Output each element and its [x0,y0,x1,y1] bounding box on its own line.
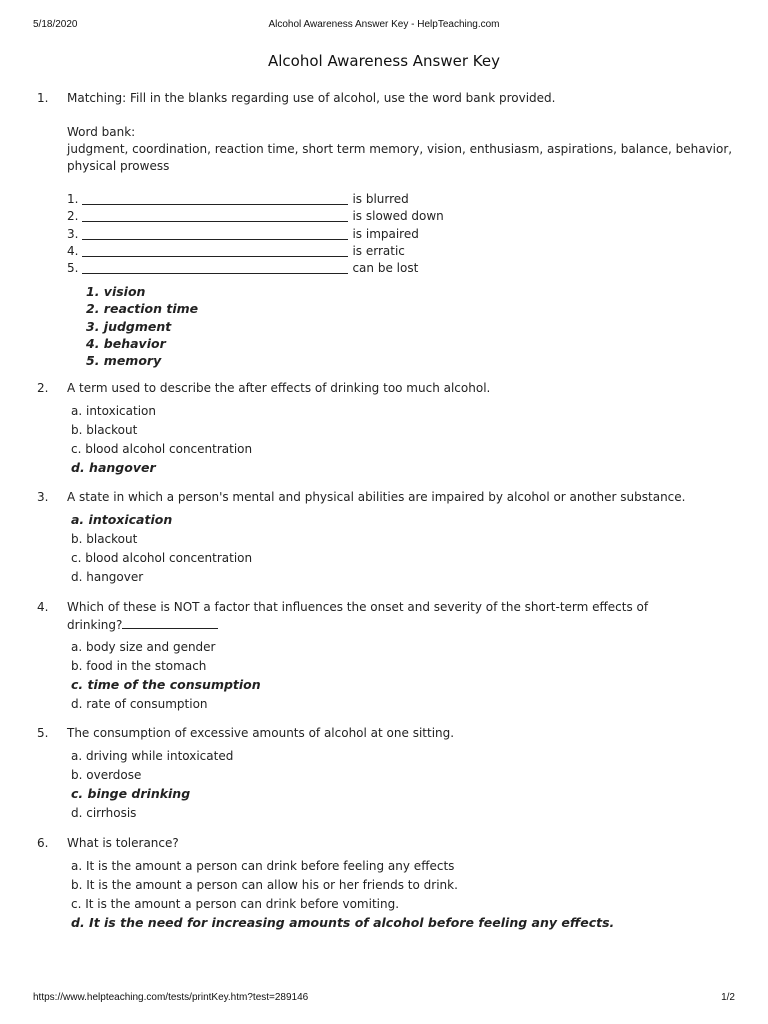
footer-url: https://www.helpteaching.com/tests/printKey.htm?test=289146 [33,992,309,1003]
blank-line [82,192,348,205]
answer-item: 3. judgment [86,318,172,334]
question-6 [37,835,737,852]
option-item: a. driving while intoxicated [71,749,234,763]
option-item: b. It is the amount a person can allow his or her friends to drink. [71,878,458,892]
document-title: Alcohol Awareness Answer Key [268,52,500,70]
question-prompt [67,599,737,634]
question-prompt-line [67,616,737,634]
option-item: d. cirrhosis [71,806,137,820]
question-number: 1. [37,91,49,105]
blank-row [67,243,444,260]
question-2 [37,380,737,397]
option-item: b. food in the stomach [71,659,207,673]
option-item: b. blackout [71,423,138,437]
question-prompt: Matching: Fill in the blanks regarding use of alcohol, use the word bank provided. [67,91,556,105]
correct-option: d. hangover [71,460,156,475]
correct-option: a. intoxication [71,512,173,527]
question-prompt: The consumption of excessive amounts of alcohol at one sitting. [67,726,455,740]
blank-text: is erratic [352,243,405,258]
answer-item: 5. memory [86,353,162,369]
page-number: 1/2 [721,992,735,1003]
answer-blank-line [122,616,218,629]
question-5 [37,725,737,742]
word-bank [67,124,747,175]
word-bank-label: Word bank: [67,125,136,139]
blank-number: 3. [67,226,79,241]
question-4 [37,599,737,634]
correct-option: c. time of the consumption [71,677,261,692]
blank-line [82,209,348,222]
answer-list [86,283,198,369]
options-list [71,747,233,823]
question-1 [37,90,737,107]
question-number: 3. [37,490,49,504]
print-page-title: Alcohol Awareness Answer Key - HelpTeaching.com [268,19,500,30]
option-item: d. rate of consumption [71,697,208,711]
answer-item: 2. reaction time [86,301,199,317]
options-list [71,402,252,478]
blank-text: is blurred [352,192,409,207]
blank-line [82,261,348,274]
print-date: 5/18/2020 [33,19,78,30]
blank-number: 2. [67,209,79,224]
matching-blanks [67,191,444,277]
question-prompt-line: Which of these is NOT a factor that influences the onset and severity of the short-term effects of [67,600,649,614]
blank-text: is impaired [352,226,419,241]
blank-number: 1. [67,192,79,207]
question-number: 5. [37,726,49,740]
print-header [0,19,768,33]
option-item: c. blood alcohol concentration [71,551,253,565]
question-prompt: What is tolerance? [67,836,179,850]
word-bank-words: judgment, coordination, reaction time, short term memory, vision, enthusiasm, aspirations, balance, behavior, physical prowess [67,142,733,173]
correct-option: d. It is the need for increasing amounts of alcohol before feeling any effects. [71,915,615,930]
question-prompt: A term used to describe the after effects of drinking too much alcohol. [67,381,491,395]
option-item: c. blood alcohol concentration [71,442,253,456]
options-list [71,638,261,714]
blank-row [67,225,444,242]
question-number: 6. [37,836,49,850]
answer-item: 1. vision [86,284,146,299]
option-item: b. blackout [71,532,138,546]
option-item: b. overdose [71,768,142,782]
blank-number: 5. [67,260,79,275]
blank-text: is slowed down [352,209,444,224]
blank-row [67,260,444,277]
answer-item: 4. behavior [86,335,166,351]
question-number: 2. [37,381,49,395]
options-list [71,511,252,587]
correct-option: c. binge drinking [71,786,191,801]
question-3 [37,489,737,506]
option-item: a. body size and gender [71,640,216,654]
blank-line [82,227,348,240]
blank-number: 4. [67,243,79,258]
options-list [71,857,614,933]
option-item: a. It is the amount a person can drink before feeling any effects [71,859,455,873]
option-item: a. intoxication [71,404,156,418]
blank-row [67,208,444,225]
blank-row [67,191,444,208]
option-item: d. hangover [71,570,144,584]
blank-line [82,244,348,257]
blank-text: can be lost [352,260,419,275]
question-prompt-text: drinking? [67,618,123,632]
print-footer [0,992,768,1006]
question-number: 4. [37,600,49,614]
question-prompt: A state in which a person's mental and physical abilities are impaired by alcohol or another substance. [67,490,686,504]
option-item: c. It is the amount a person can drink before vomiting. [71,897,400,911]
